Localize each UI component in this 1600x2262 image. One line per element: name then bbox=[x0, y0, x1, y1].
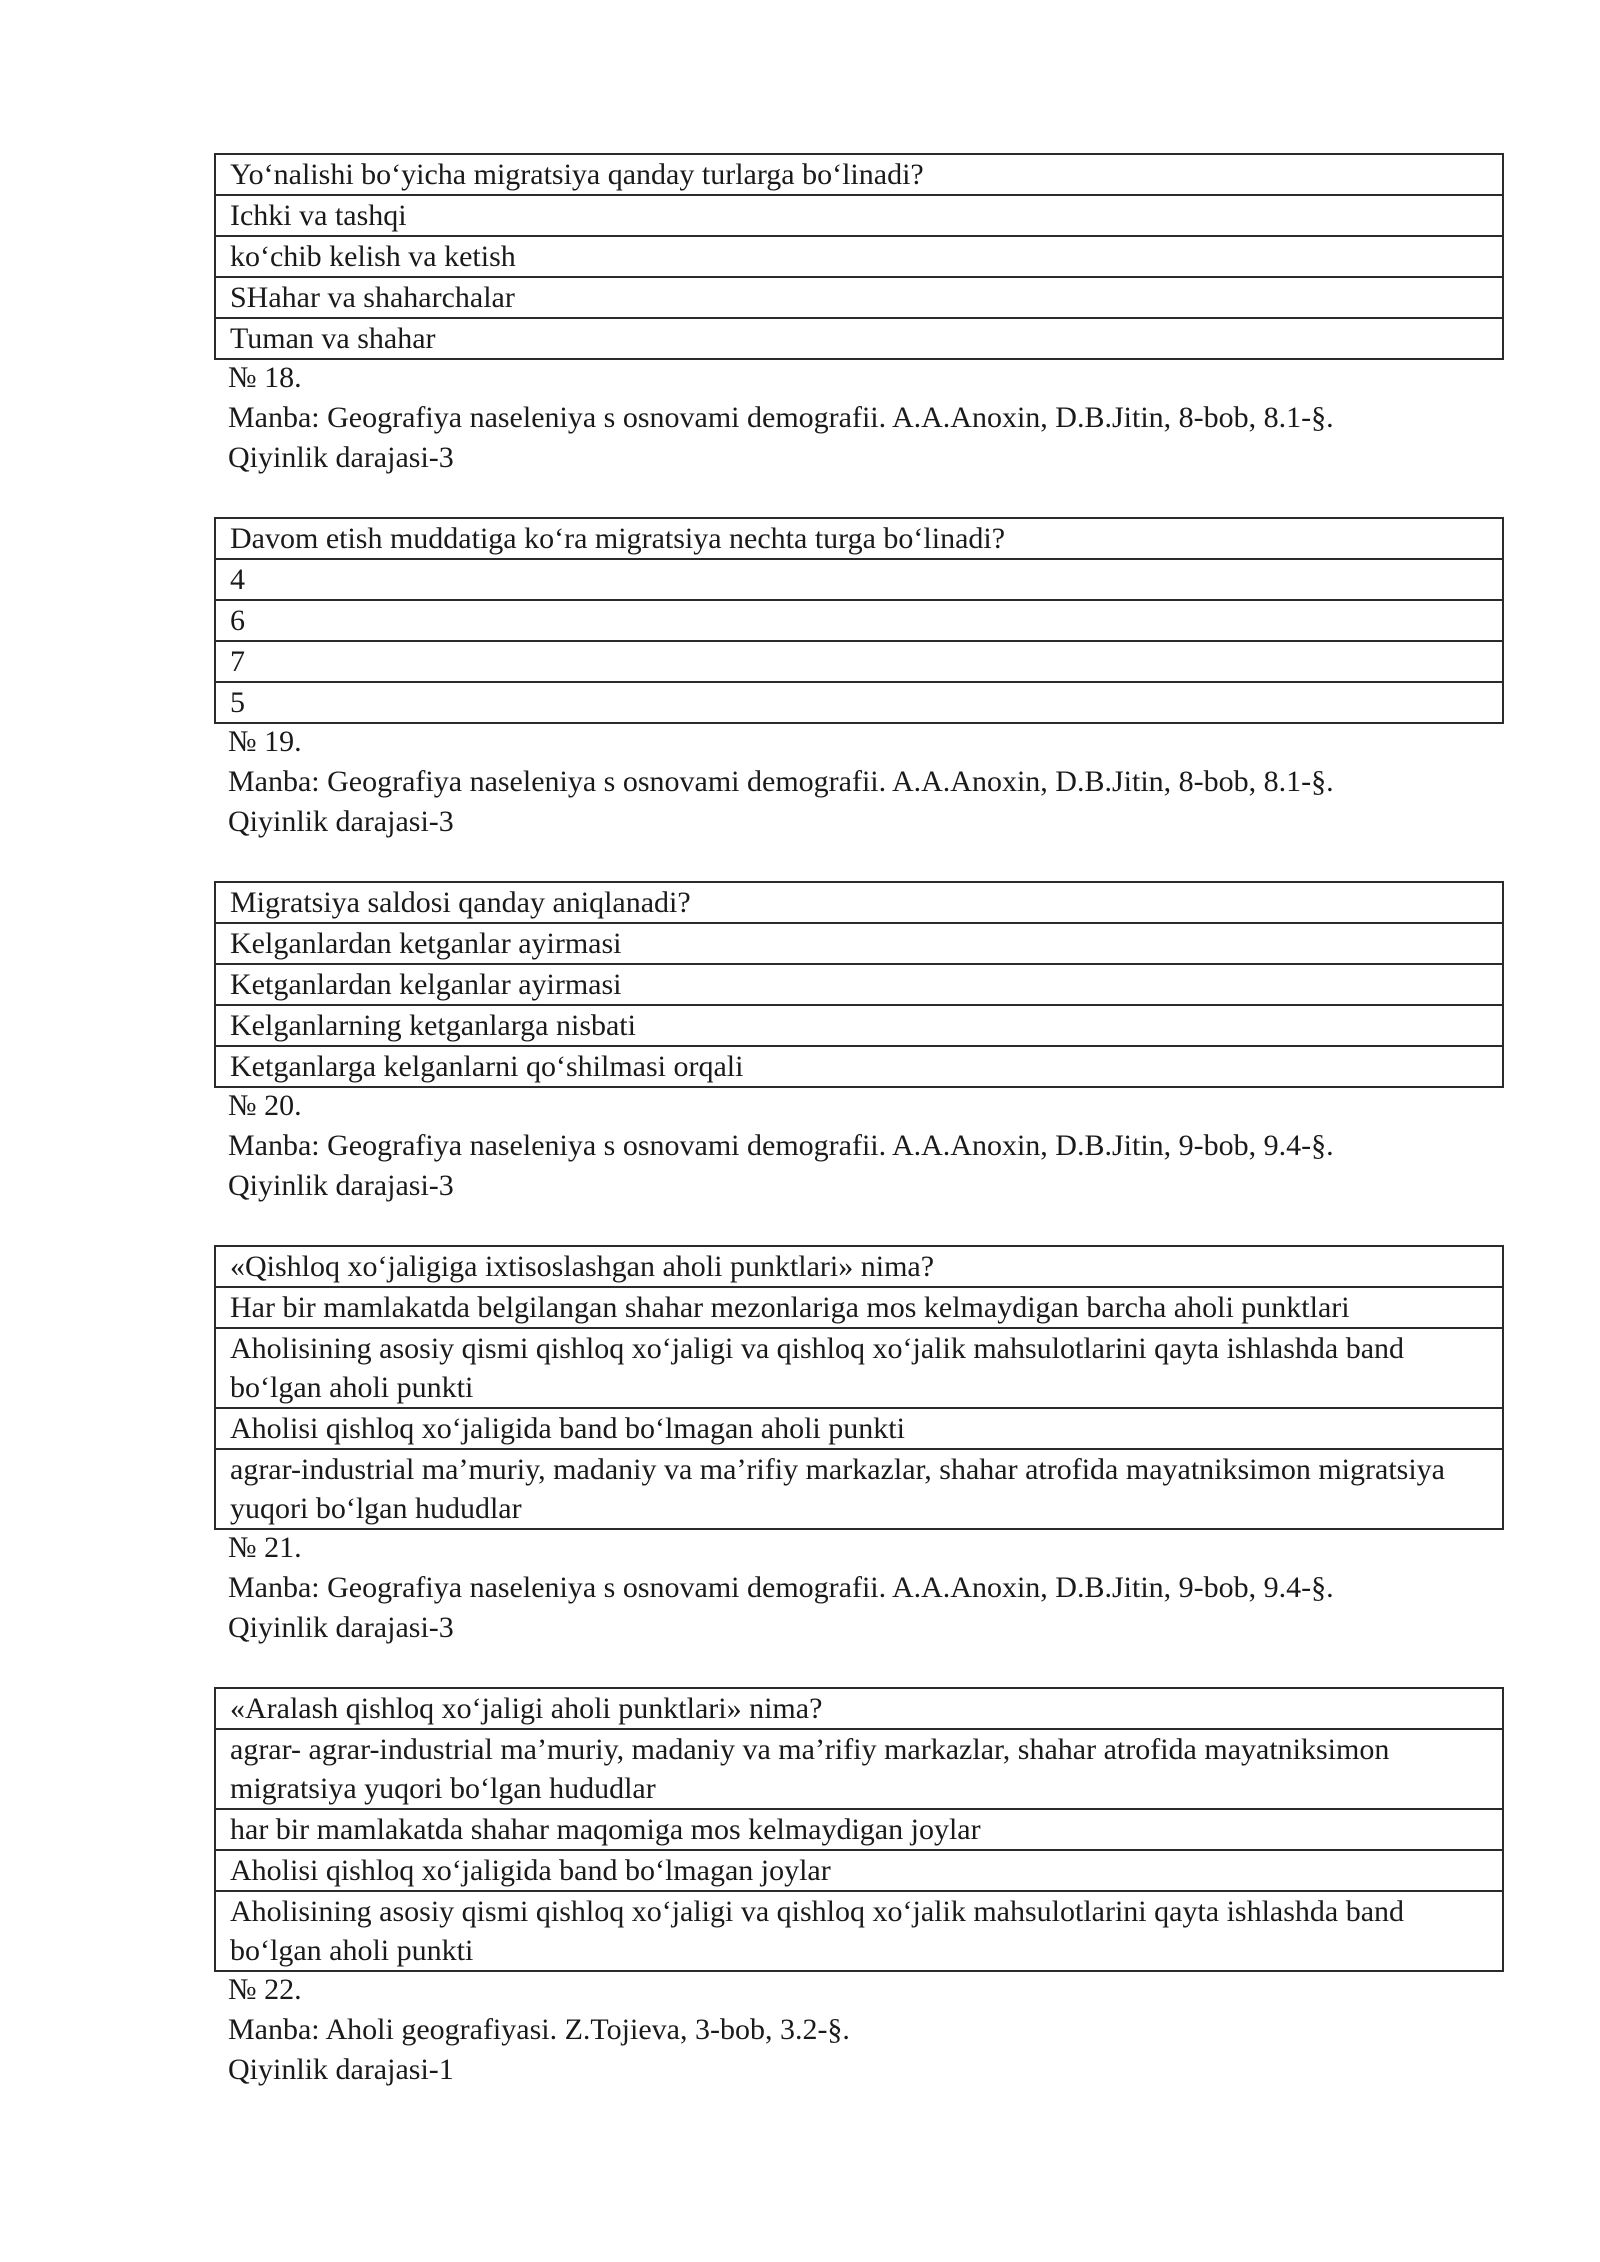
answer-option: ko‘chib kelish va ketish bbox=[215, 236, 1503, 277]
answer-option: agrar- agrar-industrial ma’muriy, madaniy va ma’rifiy markazlar, shahar atrofida mayatniksimon migratsiya yuqori bo‘lgan hududlar bbox=[215, 1729, 1503, 1809]
answer-option: 6 bbox=[215, 600, 1503, 641]
difficulty-line: Qiyinlik darajasi-3 bbox=[228, 805, 454, 838]
answer-option: Tuman va shahar bbox=[215, 318, 1503, 359]
answer-option: 5 bbox=[215, 682, 1503, 723]
answer-option: Aholisining asosiy qismi qishloq xo‘jaligi va qishloq xo‘jalik mahsulotlarini qayta ishlashda band bo‘lgan aholi punkti bbox=[215, 1328, 1503, 1408]
question-text: «Qishloq xo‘jaligiga ixtisoslashgan aholi punktlari» nima? bbox=[215, 1246, 1503, 1287]
question-meta-4 bbox=[228, 1528, 1334, 1648]
question-number: № 22. bbox=[228, 1973, 302, 2006]
question-text: Yo‘nalishi bo‘yicha migratsiya qanday turlarga bo‘linadi? bbox=[215, 154, 1503, 195]
difficulty-line: Qiyinlik darajasi-3 bbox=[228, 441, 454, 474]
source-line: Manba: Geografiya naseleniya s osnovami demografii. A.A.Anoxin, D.B.Jitin, 8-bob, 8.1-§. bbox=[228, 401, 1334, 434]
source-line: Manba: Geografiya naseleniya s osnovami demografii. A.A.Anoxin, D.B.Jitin, 8-bob, 8.1-§. bbox=[228, 765, 1334, 798]
answer-option: 4 bbox=[215, 559, 1503, 600]
answer-option: 7 bbox=[215, 641, 1503, 682]
answer-option: Aholisi qishloq xo‘jaligida band bo‘lmagan aholi punkti bbox=[215, 1408, 1503, 1449]
answer-option: Aholisining asosiy qismi qishloq xo‘jaligi va qishloq xo‘jalik mahsulotlarini qayta ishlashda band bo‘lgan aholi punkti bbox=[215, 1891, 1503, 1971]
answer-option: Ichki va tashqi bbox=[215, 195, 1503, 236]
answer-option: Aholisi qishloq xo‘jaligida band bo‘lmagan joylar bbox=[215, 1850, 1503, 1891]
question-meta-5 bbox=[228, 1970, 850, 2090]
answer-option: Ketganlarga kelganlarni qo‘shilmasi orqali bbox=[215, 1046, 1503, 1087]
difficulty-line: Qiyinlik darajasi-1 bbox=[228, 2053, 454, 2086]
question-meta-2 bbox=[228, 722, 1334, 842]
question-number: № 18. bbox=[228, 361, 302, 394]
source-line: Manba: Aholi geografiyasi. Z.Tojieva, 3-bob, 3.2-§. bbox=[228, 2013, 850, 2046]
source-line: Manba: Geografiya naseleniya s osnovami demografii. A.A.Anoxin, D.B.Jitin, 9-bob, 9.4-§. bbox=[228, 1571, 1334, 1604]
question-table-5 bbox=[214, 1687, 1504, 1972]
answer-option: har bir mamlakatda shahar maqomiga mos kelmaydigan joylar bbox=[215, 1809, 1503, 1850]
question-text: «Aralash qishloq xo‘jaligi aholi punktlari» nima? bbox=[215, 1688, 1503, 1729]
answer-option: SHahar va shaharchalar bbox=[215, 277, 1503, 318]
question-text: Davom etish muddatiga ko‘ra migratsiya nechta turga bo‘linadi? bbox=[215, 518, 1503, 559]
answer-option: agrar-industrial ma’muriy, madaniy va ma’rifiy markazlar, shahar atrofida mayatniksimon migratsiya yuqori bo‘lgan hududlar bbox=[215, 1449, 1503, 1529]
question-meta-1 bbox=[228, 358, 1334, 478]
question-text: Migratsiya saldosi qanday aniqlanadi? bbox=[215, 882, 1503, 923]
question-number: № 20. bbox=[228, 1089, 302, 1122]
question-table-2 bbox=[214, 517, 1504, 724]
question-number: № 19. bbox=[228, 725, 302, 758]
answer-option: Har bir mamlakatda belgilangan shahar mezonlariga mos kelmaydigan barcha aholi punktlari bbox=[215, 1287, 1503, 1328]
source-line: Manba: Geografiya naseleniya s osnovami demografii. A.A.Anoxin, D.B.Jitin, 9-bob, 9.4-§. bbox=[228, 1129, 1334, 1162]
question-table-1 bbox=[214, 153, 1504, 360]
question-meta-3 bbox=[228, 1086, 1334, 1206]
question-table-4 bbox=[214, 1245, 1504, 1530]
answer-option: Ketganlardan kelganlar ayirmasi bbox=[215, 964, 1503, 1005]
question-number: № 21. bbox=[228, 1531, 302, 1564]
answer-option: Kelganlarning ketganlarga nisbati bbox=[215, 1005, 1503, 1046]
question-table-3 bbox=[214, 881, 1504, 1088]
difficulty-line: Qiyinlik darajasi-3 bbox=[228, 1169, 454, 1202]
answer-option: Kelganlardan ketganlar ayirmasi bbox=[215, 923, 1503, 964]
difficulty-line: Qiyinlik darajasi-3 bbox=[228, 1611, 454, 1644]
